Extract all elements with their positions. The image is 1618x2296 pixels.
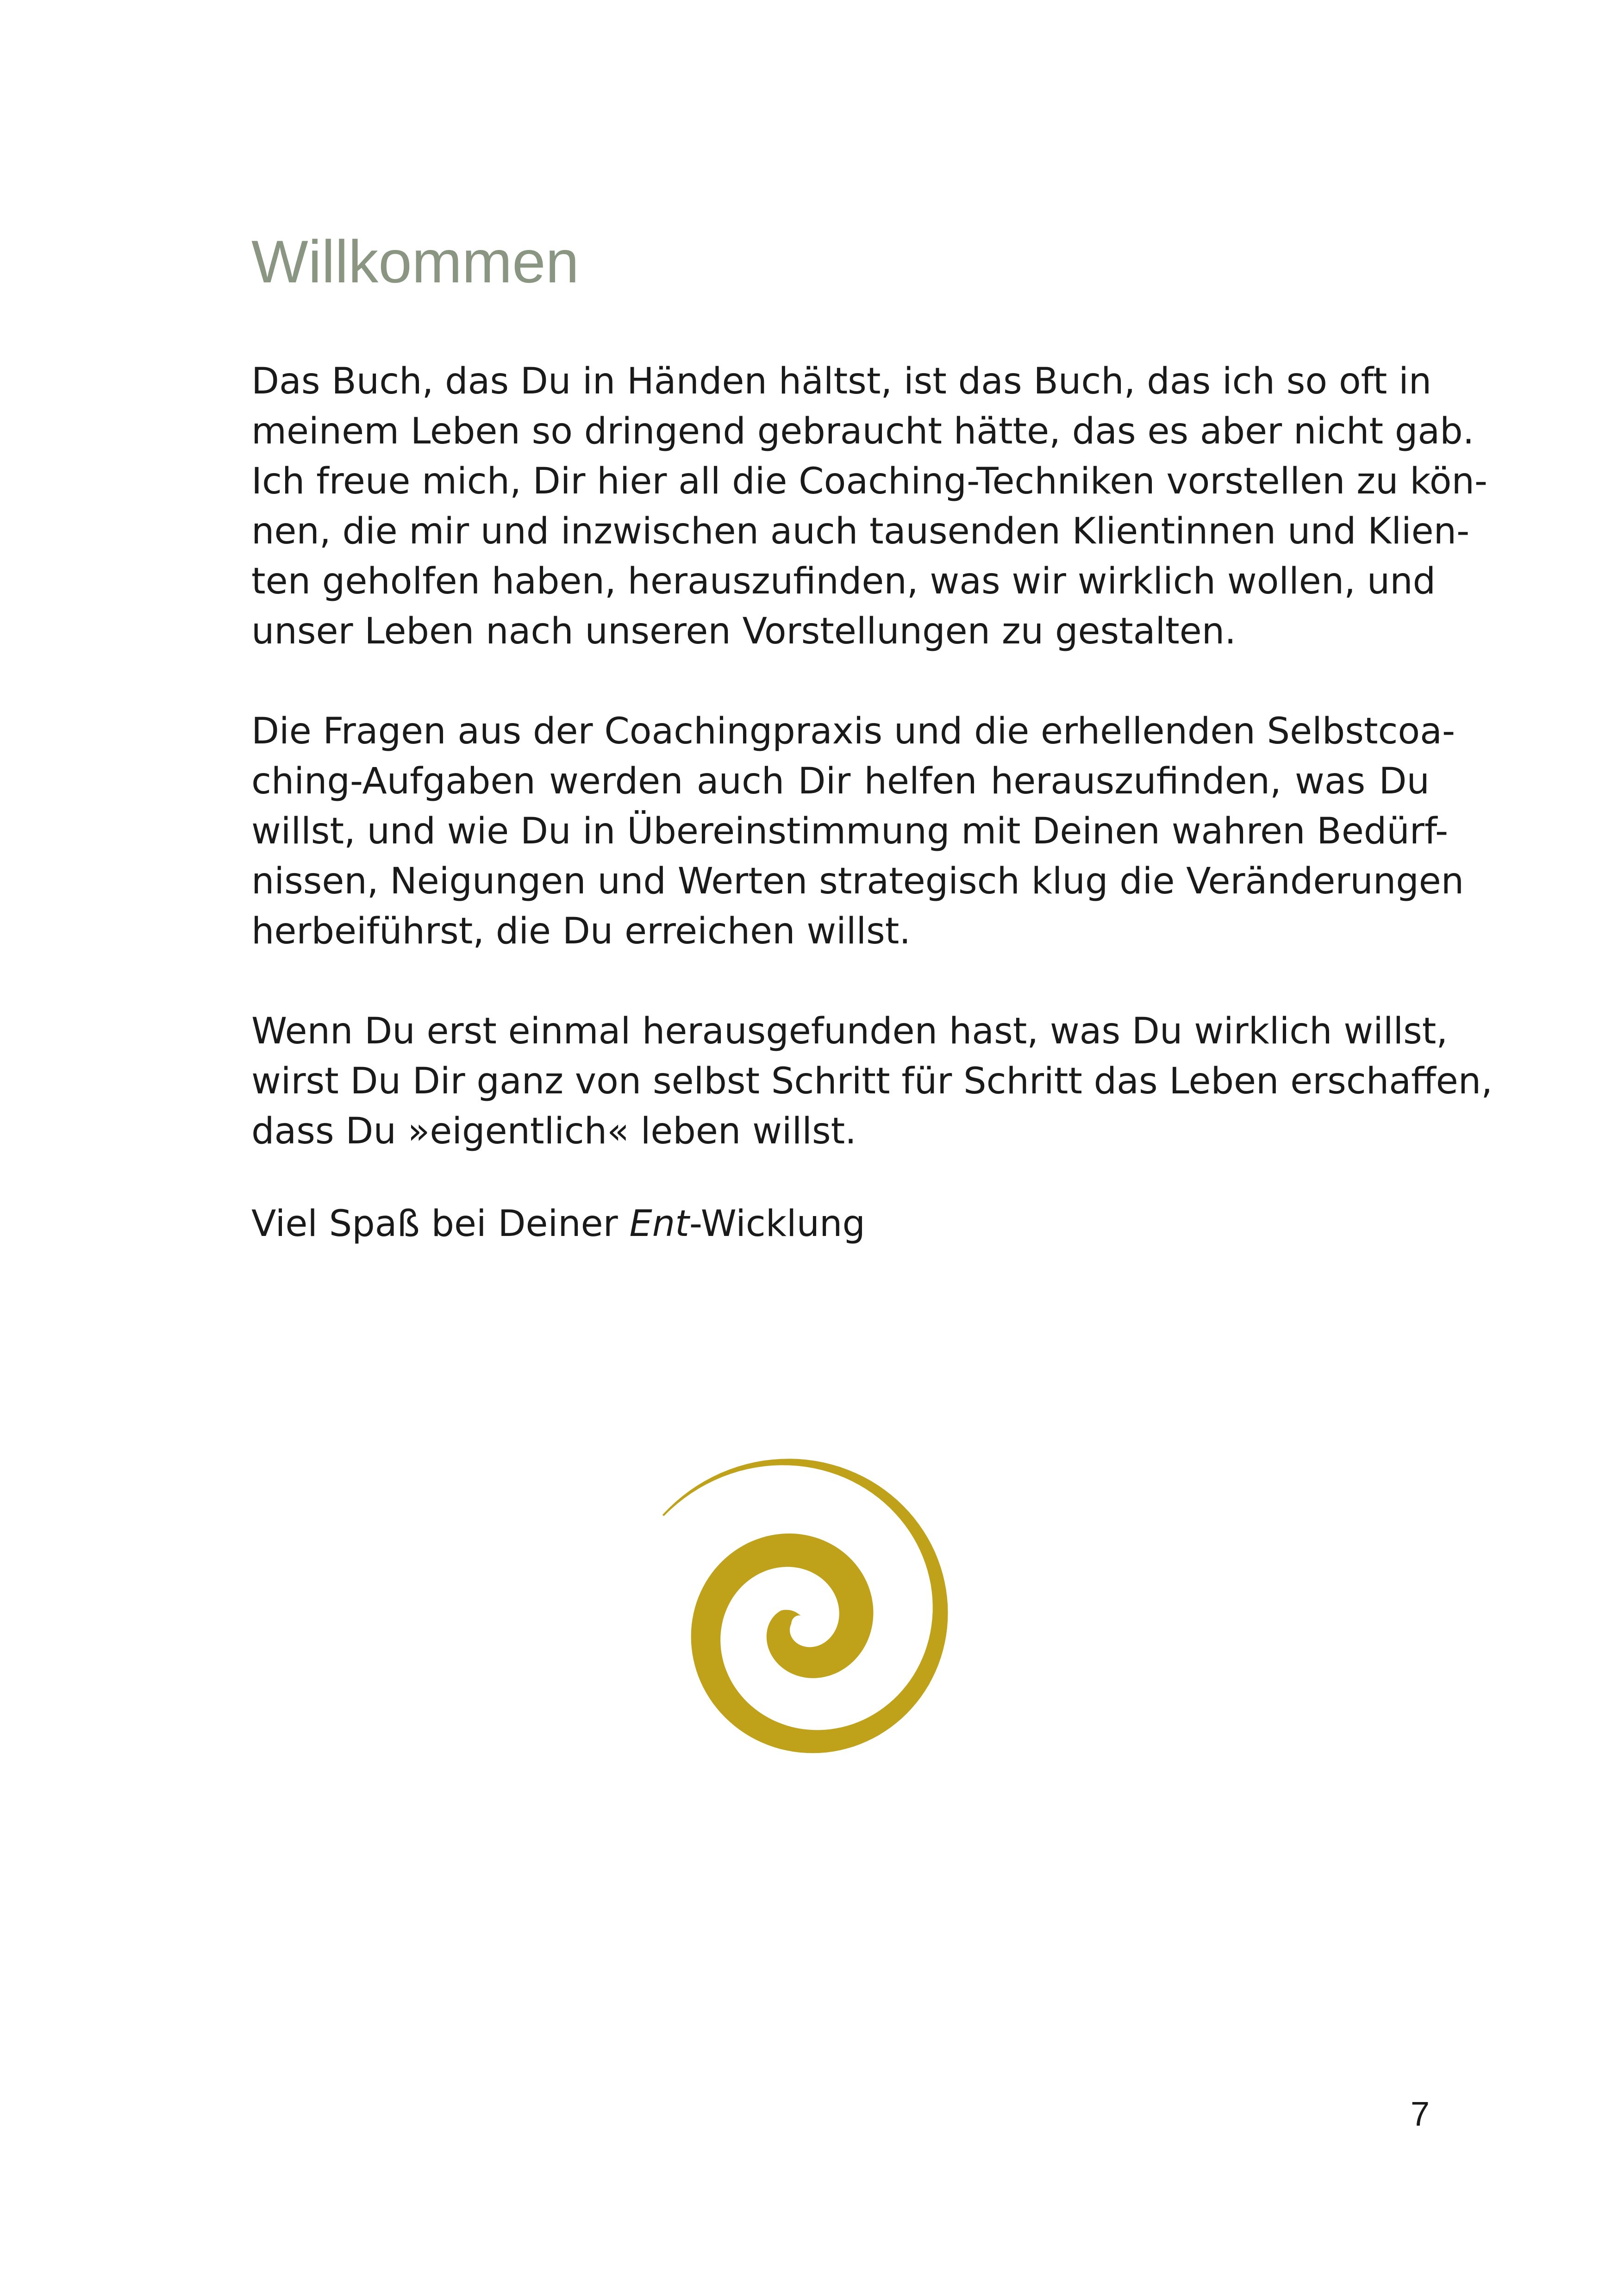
text-line: ching-Aufgaben werden auch Dir helfen herauszufinden, was Du [251, 761, 1430, 802]
signoff-italic: Ent [629, 1203, 689, 1245]
text-line: herbeiführst, die Du erreichen willst. [251, 911, 911, 952]
signoff [251, 1199, 865, 1249]
spiral-stroke [662, 1459, 948, 1753]
text-line: Die Fragen aus der Coachingpraxis und die erhellenden Selbstcoa- [251, 711, 1456, 752]
signoff-text-end: -Wicklung [689, 1203, 865, 1245]
body-text [251, 356, 1493, 1206]
text-line: Das Buch, das Du in Händen hältst, ist das Buch, das ich so oft in [251, 361, 1432, 402]
signoff-text: Viel Spaß bei Deiner [251, 1203, 630, 1245]
text-line: nen, die mir und inzwischen auch tausenden Klientinnen und Klien- [251, 511, 1470, 552]
paragraph [251, 1006, 1493, 1156]
text-line: Wenn Du erst einmal herausgefunden hast, was Du wirklich willst, [251, 1011, 1448, 1052]
paragraph [251, 706, 1464, 956]
text-line: dass Du »eigentlich« leben willst. [251, 1111, 856, 1152]
text-line: unser Leben nach unseren Vorstellungen zu gestalten. [251, 611, 1236, 652]
text-line: wirst Du Dir ganz von selbst Schritt für Schritt das Leben erschaffen, [251, 1061, 1493, 1102]
text-line: willst, und wie Du in Übereinstimmung mit Deinen wahren Bedürf- [251, 811, 1449, 852]
text-line: Ich freue mich, Dir hier all die Coaching-Techniken vorstellen zu kön- [251, 461, 1488, 502]
text-line: meinem Leben so dringend gebraucht hätte, das es aber nicht gab. [251, 411, 1474, 452]
page-number: 7 [1410, 2095, 1430, 2133]
paragraph [251, 356, 1488, 656]
text-line: ten geholfen haben, herauszufinden, was wir wirklich wollen, und [251, 561, 1436, 602]
spiral-icon [643, 1407, 1042, 1824]
text-line: nissen, Neigungen und Werten strategisch klug die Veränderungen [251, 861, 1464, 902]
page-title: Willkommen [251, 228, 579, 295]
